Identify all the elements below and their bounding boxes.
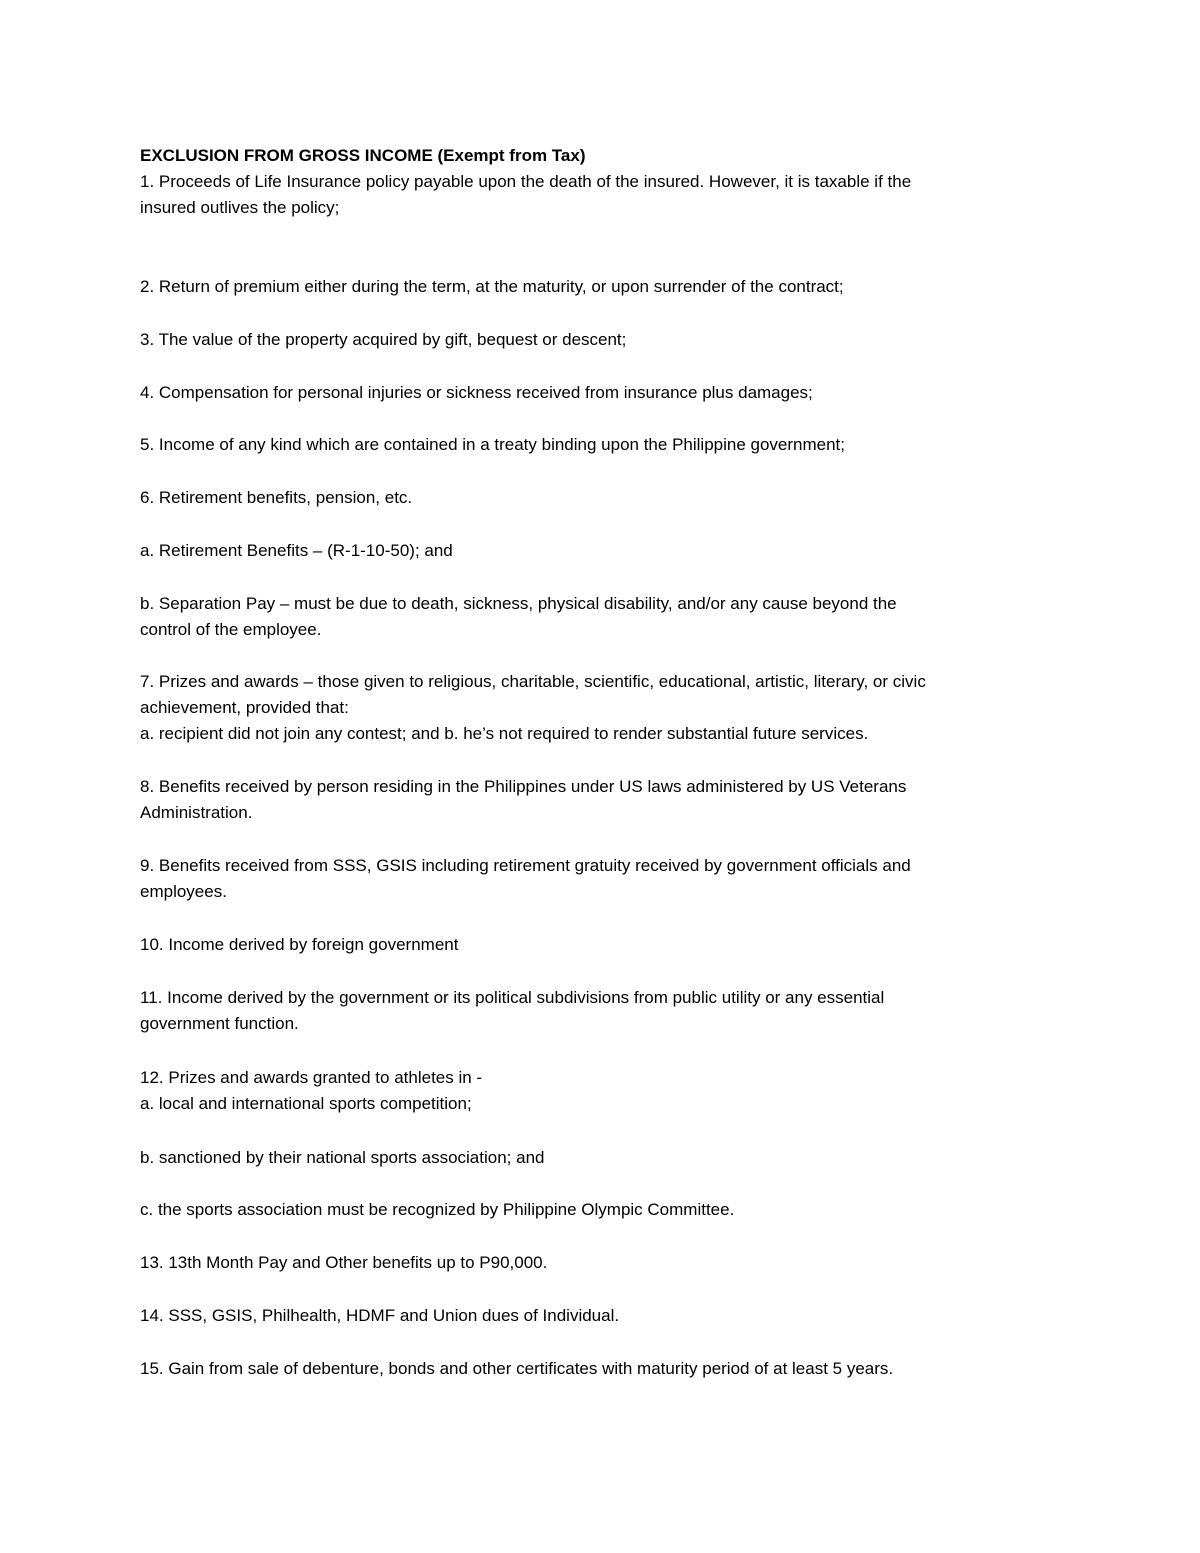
item-14: 14. SSS, GSIS, Philhealth, HDMF and Union dues of Individual. xyxy=(140,1306,620,1325)
item-7-line-1: 7. Prizes and awards – those given to religious, charitable, scientific, educational, artistic, literary, or civic xyxy=(140,672,926,691)
document-title: EXCLUSION FROM GROSS INCOME (Exempt from Tax) xyxy=(140,146,586,165)
item-12a: a. local and international sports competition; xyxy=(140,1094,472,1113)
item-1-line-2: insured outlives the policy; xyxy=(140,198,340,217)
item-11-line-1: 11. Income derived by the government or its political subdivisions from public utility or any essential xyxy=(140,988,885,1007)
item-11-line-2: government function. xyxy=(140,1014,299,1033)
item-9-line-1: 9. Benefits received from SSS, GSIS including retirement gratuity received by government officials and xyxy=(140,856,911,875)
item-7-line-2: achievement, provided that: xyxy=(140,698,349,717)
item-9-line-2: employees. xyxy=(140,882,227,901)
item-8-line-2: Administration. xyxy=(140,803,253,822)
item-6b-line-1: b. Separation Pay – must be due to death, sickness, physical disability, and/or any cause beyond the xyxy=(140,594,897,613)
item-15: 15. Gain from sale of debenture, bonds and other certificates with maturity period of at least 5 years. xyxy=(140,1359,894,1378)
item-10: 10. Income derived by foreign government xyxy=(140,935,459,954)
item-6b-line-2: control of the employee. xyxy=(140,620,322,639)
item-7-line-3: a. recipient did not join any contest; and b. he’s not required to render substantial future services. xyxy=(140,724,869,743)
item-1-line-1: 1. Proceeds of Life Insurance policy payable upon the death of the insured. However, it is taxable if the xyxy=(140,172,912,191)
item-8-line-1: 8. Benefits received by person residing in the Philippines under US laws administered by US Veterans xyxy=(140,777,907,796)
item-6: 6. Retirement benefits, pension, etc. xyxy=(140,488,413,507)
item-12c: c. the sports association must be recognized by Philippine Olympic Committee. xyxy=(140,1200,735,1219)
item-4: 4. Compensation for personal injuries or sickness received from insurance plus damages; xyxy=(140,383,813,402)
item-3: 3. The value of the property acquired by gift, bequest or descent; xyxy=(140,330,627,349)
item-6a: a. Retirement Benefits – (R-1-10-50); and xyxy=(140,541,453,560)
item-12: 12. Prizes and awards granted to athletes in - xyxy=(140,1068,483,1087)
item-5: 5. Income of any kind which are contained in a treaty binding upon the Philippine government; xyxy=(140,435,846,454)
item-12b: b. sanctioned by their national sports association; and xyxy=(140,1148,545,1167)
item-2: 2. Return of premium either during the term, at the maturity, or upon surrender of the contract; xyxy=(140,277,844,296)
item-13: 13. 13th Month Pay and Other benefits up to P90,000. xyxy=(140,1253,548,1272)
